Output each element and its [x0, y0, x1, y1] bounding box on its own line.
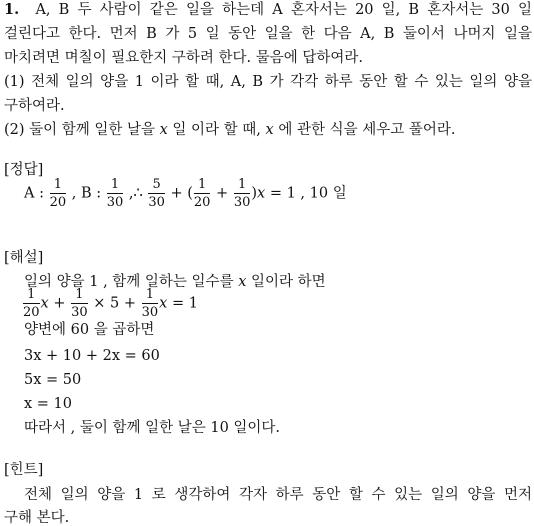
answer-plus: + — [211, 185, 233, 202]
problem-line-3: 마치려면 며칠이 필요한지 구하려 한다. 물음에 답하여라. — [4, 50, 364, 66]
equation-fraction-1-30-a: $\frac{1}{30}$ — [71, 287, 88, 320]
answer-b-label: , B : — [67, 185, 106, 202]
equation-tail: = 1 — [167, 295, 198, 312]
answer-heading: [정답] — [4, 162, 44, 178]
explanation-var-x: x — [238, 274, 247, 290]
equation-var-x-1: x — [40, 295, 49, 312]
answer-result: = 1 , 10 일 — [265, 185, 347, 202]
equation-var-x-2: x — [159, 295, 168, 312]
hint-heading: [힌트] — [4, 462, 44, 478]
problem-line-2: 걸린다고 한다. 먼저 B 가 5 일 동안 일을 한 다음 A, B 둘이서 나머지 일을 — [4, 26, 532, 42]
question-2-text-b: 일 이라 할 때, — [167, 122, 266, 138]
hint-line-2: 구해 본다. — [4, 510, 70, 526]
equation-fraction-1-20: $\frac{1}{20}$ — [23, 287, 40, 320]
explanation-heading: [해설] — [4, 250, 44, 266]
answer-close-paren: ) — [251, 185, 258, 202]
answer-formula — [24, 178, 347, 209]
explanation-line-3: 양변에 60 을 곱하면 — [24, 322, 155, 338]
explanation-step-3: x = 10 — [24, 396, 72, 412]
answer-plus-paren: + ( — [165, 185, 193, 202]
question-2-text-c: 에 관한 식을 세우고 풀어라. — [273, 122, 456, 138]
explanation-step-2: 5x = 50 — [24, 372, 82, 388]
answer-var-x: x — [257, 185, 266, 202]
equation-fraction-1-30-b: $\frac{1}{30}$ — [141, 287, 159, 320]
answer-fraction-1-30: $\frac{1}{30}$ — [233, 177, 251, 210]
question-1-line-1: (1) 전체 일의 양을 1 이라 할 때, A, B 가 각각 하루 동안 할 수 있는 일의 양을 — [4, 74, 532, 90]
explanation-equation — [22, 288, 198, 319]
answer-fraction-5-30: $\frac{5}{30}$ — [148, 177, 165, 210]
question-2 — [4, 123, 455, 138]
explanation-line-1-a: 일의 양을 1 , 함께 일하는 일수를 — [24, 274, 239, 290]
equation-op-2: × 5 + — [88, 295, 141, 312]
answer-therefore: ,∴ — [124, 185, 148, 202]
answer-a-fraction: $\frac{1}{20}$ — [49, 177, 67, 210]
problem-number: 1. — [4, 1, 20, 18]
question-2-text-a: (2) 둘이 함께 일한 날을 — [4, 122, 160, 138]
answer-b-fraction: $\frac{1}{30}$ — [106, 177, 124, 210]
question-2-var-2: x — [265, 122, 274, 138]
question-1-line-2: 구하여라. — [4, 98, 65, 114]
explanation-line-1-b: 일이라 하면 — [246, 274, 326, 290]
problem-line-1 — [4, 3, 532, 18]
answer-fraction-1-20: $\frac{1}{20}$ — [193, 177, 211, 210]
problem-text-1: A, B 두 사람이 같은 일을 하는데 A 혼자서는 20 일, B 혼자서는 30 일 — [35, 2, 533, 18]
hint-line-1: 전체 일의 양을 1 로 생각하여 각자 하루 동안 할 수 있는 일의 양을 먼저 — [24, 487, 532, 503]
question-2-var-1: x — [159, 122, 168, 138]
answer-a-label: A : — [24, 185, 49, 202]
explanation-conclusion: 따라서 , 둘이 함께 일한 날은 10 일이다. — [24, 420, 281, 436]
equation-op-1: + — [48, 295, 71, 312]
explanation-step-1: 3x + 10 + 2x = 60 — [24, 348, 160, 364]
